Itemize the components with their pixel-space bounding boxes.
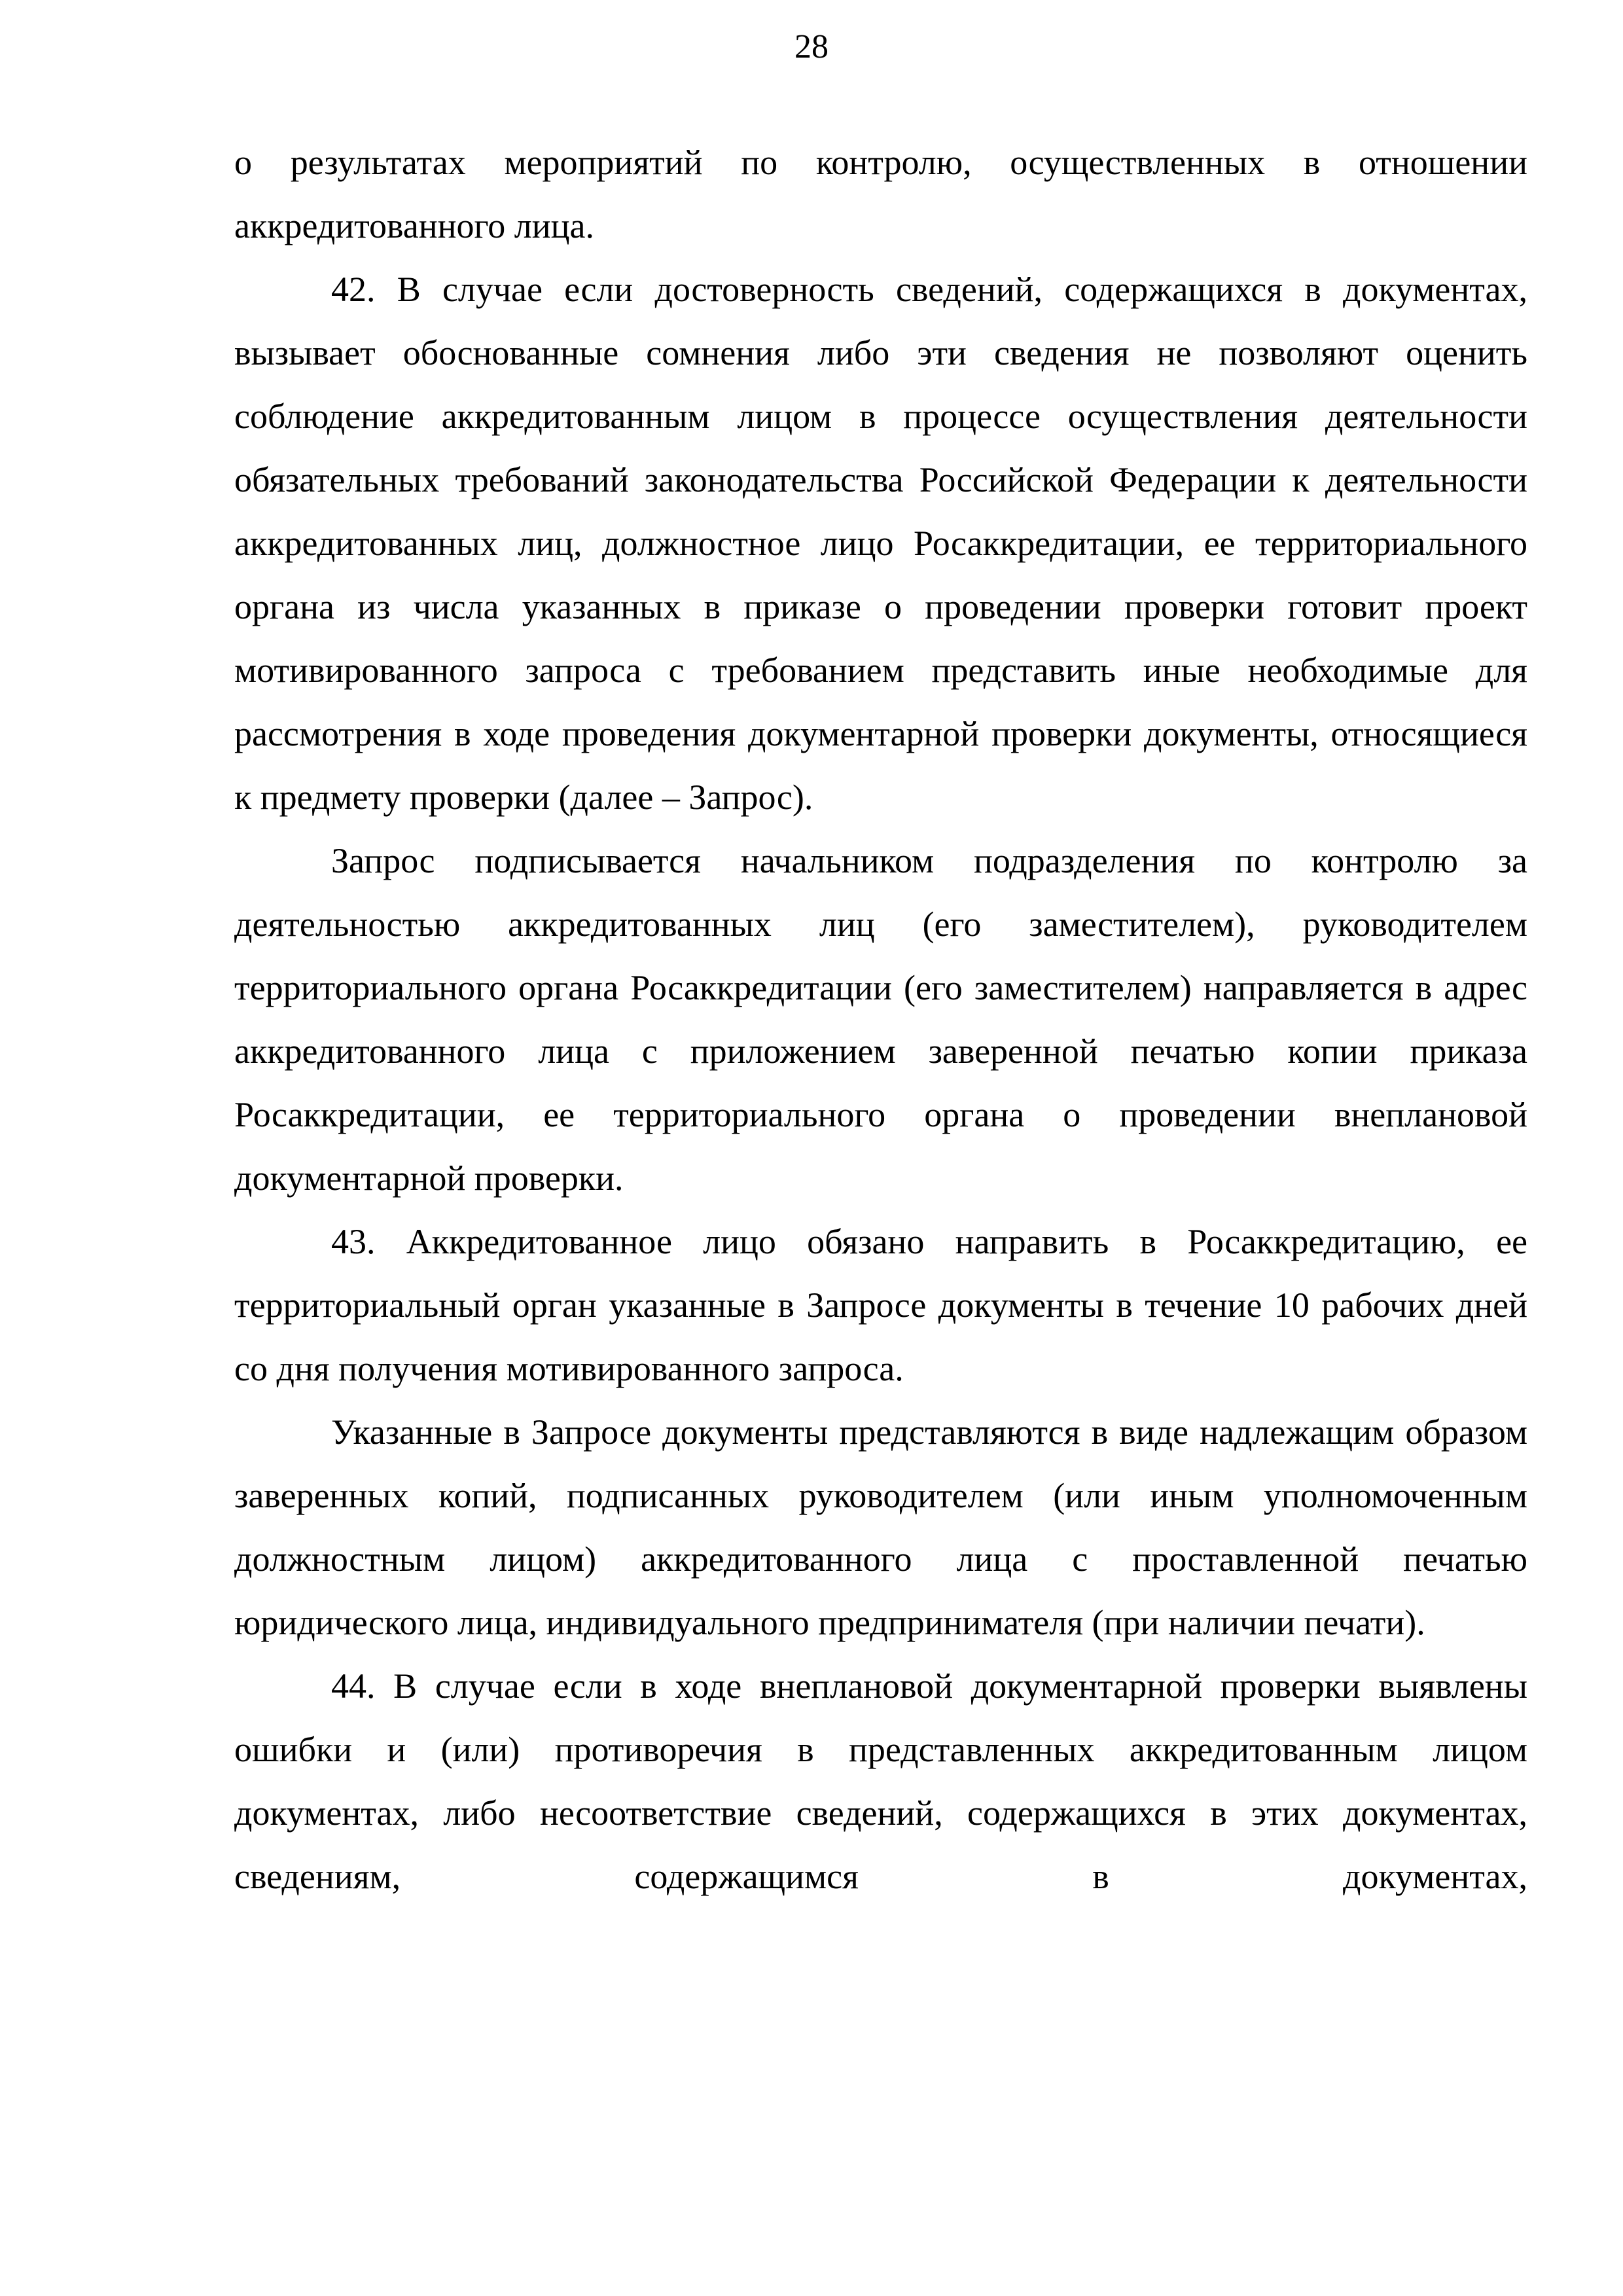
document-body bbox=[234, 131, 1527, 1909]
paragraph-42: 42. В случае если достоверность сведений, содержащихся в документах, вызывает обоснованные сомнения либо эти сведения не позволяют оценить соблюдение аккредитованным лицом в процессе осуществления деятельности обязательных требований законодательства Российской Федерации к деятельности аккредитованных лиц, должностное лицо Росаккредитации, ее территориального органа из числа указанных в приказе о проведении проверки готовит проект мотивированного запроса с требованием представить иные необходимые для рассмотрения в ходе проведения документарной проверки документы, относящиеся к предмету проверки (далее – Запрос). bbox=[234, 270, 1527, 817]
paragraph-42-request-signing: Запрос подписывается начальником подразделения по контролю за деятельностью аккредитованных лиц (его заместителем), руководителем территориального органа Росаккредитации (его заместителем) направляется в адрес аккредитованного лица с приложением заверенной печатью копии приказа Росаккредитации, ее территориального органа о проведении внеплановой документарной проверки. bbox=[234, 841, 1527, 1198]
paragraph-continuation: о результатах мероприятий по контролю, осуществленных в отношении аккредитованного лица. bbox=[234, 143, 1527, 245]
page-number: 28 bbox=[794, 28, 829, 65]
paragraph-43: 43. Аккредитованное лицо обязано направить в Росаккредитацию, ее территориальный орган указанные в Запросе документы в течение 10 рабочих дней со дня получения мотивированного запроса. bbox=[234, 1222, 1527, 1388]
paragraph-43-documents: Указанные в Запросе документы представляются в виде надлежащим образом заверенных копий, подписанных руководителем (или иным уполномоченным должностным лицом) аккредитованного лица с проставленной печатью юридического лица, индивидуального предпринимателя (при наличии печати). bbox=[234, 1412, 1527, 1642]
paragraph-44: 44. В случае если в ходе внеплановой документарной проверки выявлены ошибки и (или) противоречия в представленных аккредитованным лицом документах, либо несоответствие сведений, содержащихся в этих документах, сведениям, содержащимся в документах, bbox=[234, 1666, 1527, 1896]
